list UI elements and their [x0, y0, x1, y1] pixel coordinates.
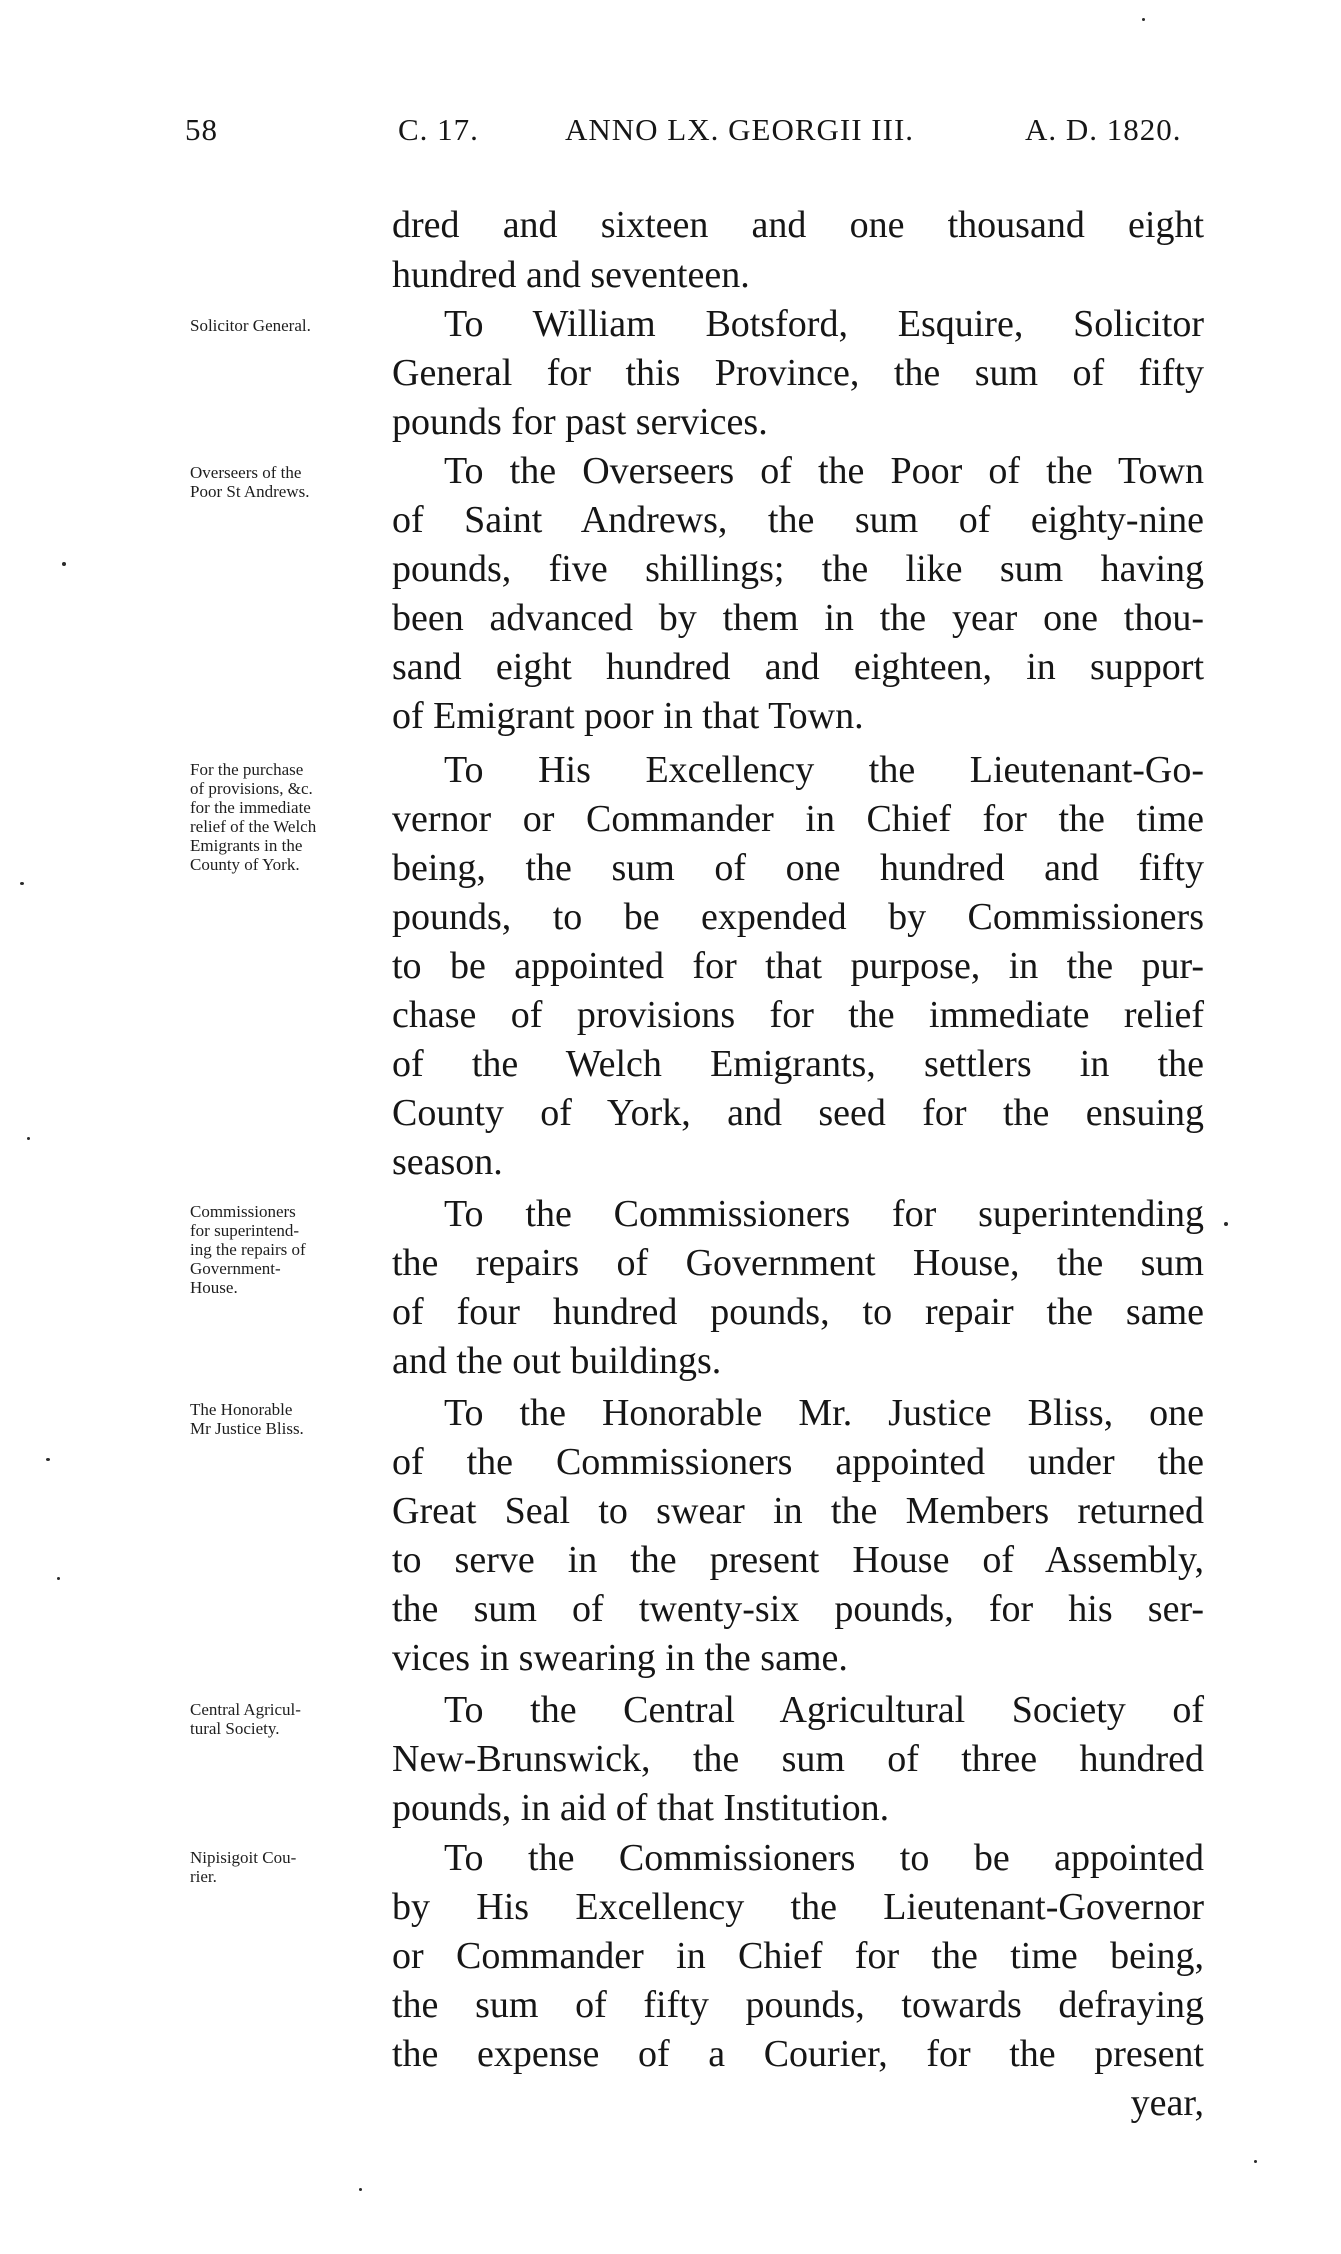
note-line: Central Agricul- — [190, 1700, 301, 1719]
text-line: the expense of a Courier, for the present — [392, 2033, 1204, 2075]
text-line: the sum of twenty-six pounds, for his ser- — [392, 1588, 1204, 1630]
marginal-note — [190, 1202, 380, 1297]
text-line: or Commander in Chief for the time being, — [392, 1935, 1204, 1977]
text-line: pounds, in aid of that Institution. — [392, 1787, 890, 1829]
text-line: To William Botsford, Esquire, Solicitor — [444, 303, 1204, 345]
text-line: the sum of fifty pounds, towards defraying — [392, 1984, 1204, 2026]
text-line: dred and sixteen and one thousand eight — [392, 204, 1204, 246]
text-line: been advanced by them in the year one thou- — [392, 597, 1204, 639]
scan-speck — [1224, 1222, 1228, 1226]
text-line: and the out buildings. — [392, 1340, 722, 1382]
running-header — [0, 112, 1341, 160]
page-number: 58 — [185, 112, 218, 147]
scan-speck — [1254, 2160, 1257, 2163]
chapter-number: C. 17. — [398, 112, 479, 147]
note-line: Solicitor General. — [190, 316, 311, 335]
text-line: of the Welch Emigrants, settlers in the — [392, 1043, 1204, 1085]
marginal-note — [190, 1400, 380, 1438]
text-line: To His Excellency the Lieutenant-Go- — [444, 749, 1204, 791]
text-line: of Emigrant poor in that Town. — [392, 695, 864, 737]
text-line: vices in swearing in the same. — [392, 1637, 848, 1679]
marginal-note — [190, 1700, 380, 1738]
marginal-note — [190, 316, 380, 335]
text-line: vernor or Commander in Chief for the time — [392, 798, 1204, 840]
text-line: season. — [392, 1141, 503, 1183]
text-line: pounds, five shillings; the like sum having — [392, 548, 1204, 590]
scan-speck — [20, 882, 24, 885]
text-line: of four hundred pounds, to repair the same — [392, 1291, 1204, 1333]
note-line: The Honorable — [190, 1400, 293, 1419]
text-line: To the Overseers of the Poor of the Town — [444, 450, 1204, 492]
scan-speck — [359, 2188, 362, 2191]
text-line: To the Honorable Mr. Justice Bliss, one — [444, 1392, 1204, 1434]
text-line: of Saint Andrews, the sum of eighty-nine — [392, 499, 1204, 541]
note-line: Mr Justice Bliss. — [190, 1419, 304, 1438]
text-line: General for this Province, the sum of fifty — [392, 352, 1204, 394]
text-line: by His Excellency the Lieutenant-Governor — [392, 1886, 1204, 1928]
note-line: Poor St Andrews. — [190, 482, 310, 501]
text-line: pounds for past services. — [392, 401, 768, 443]
text-line: being, the sum of one hundred and fifty — [392, 847, 1204, 889]
text-line: To the Commissioners for superintending — [444, 1193, 1204, 1235]
regnal-year: ANNO LX. GEORGII III. — [565, 112, 915, 147]
note-line: Overseers of the — [190, 463, 302, 482]
scan-speck — [57, 1577, 60, 1580]
text-line: To the Central Agricultural Society of — [444, 1689, 1204, 1731]
note-line: rier. — [190, 1867, 217, 1886]
note-line: County of York. — [190, 855, 300, 874]
note-line: of provisions, &c. — [190, 779, 313, 798]
note-line: Nipisigoit Cou- — [190, 1848, 297, 1867]
text-line: the repairs of Government House, the sum — [392, 1242, 1204, 1284]
text-line: to be appointed for that purpose, in the pur- — [392, 945, 1204, 987]
text-line: hundred and seventeen. — [392, 254, 750, 296]
note-line: For the purchase — [190, 760, 304, 779]
text-line: to serve in the present House of Assembly, — [392, 1539, 1204, 1581]
marginal-note — [190, 1848, 380, 1886]
text-line: County of York, and seed for the ensuing — [392, 1092, 1204, 1134]
scan-speck — [1142, 18, 1145, 21]
calendar-year: A. D. 1820. — [1025, 112, 1182, 147]
scan-speck — [46, 1458, 50, 1461]
text-line: pounds, to be expended by Commissioners — [392, 896, 1204, 938]
scan-speck — [62, 562, 66, 566]
note-line: House. — [190, 1278, 238, 1297]
scan-speck — [27, 1137, 30, 1140]
note-line: tural Society. — [190, 1719, 280, 1738]
catchword: year, — [1130, 2082, 1204, 2124]
note-line: for the immediate — [190, 798, 311, 817]
text-line: sand eight hundred and eighteen, in support — [392, 646, 1204, 688]
note-line: for superintend- — [190, 1221, 300, 1240]
text-line: chase of provisions for the immediate relief — [392, 994, 1204, 1036]
note-line: relief of the Welch — [190, 817, 317, 836]
marginal-note — [190, 760, 380, 874]
marginal-note — [190, 463, 380, 501]
text-line: of the Commissioners appointed under the — [392, 1441, 1204, 1483]
text-line: To the Commissioners to be appointed — [444, 1837, 1204, 1879]
text-line: Great Seal to swear in the Members returned — [392, 1490, 1204, 1532]
note-line: Emigrants in the — [190, 836, 303, 855]
note-line: Government- — [190, 1259, 281, 1278]
text-line: New-Brunswick, the sum of three hundred — [392, 1738, 1204, 1780]
note-line: ing the repairs of — [190, 1240, 306, 1259]
note-line: Commissioners — [190, 1202, 296, 1221]
